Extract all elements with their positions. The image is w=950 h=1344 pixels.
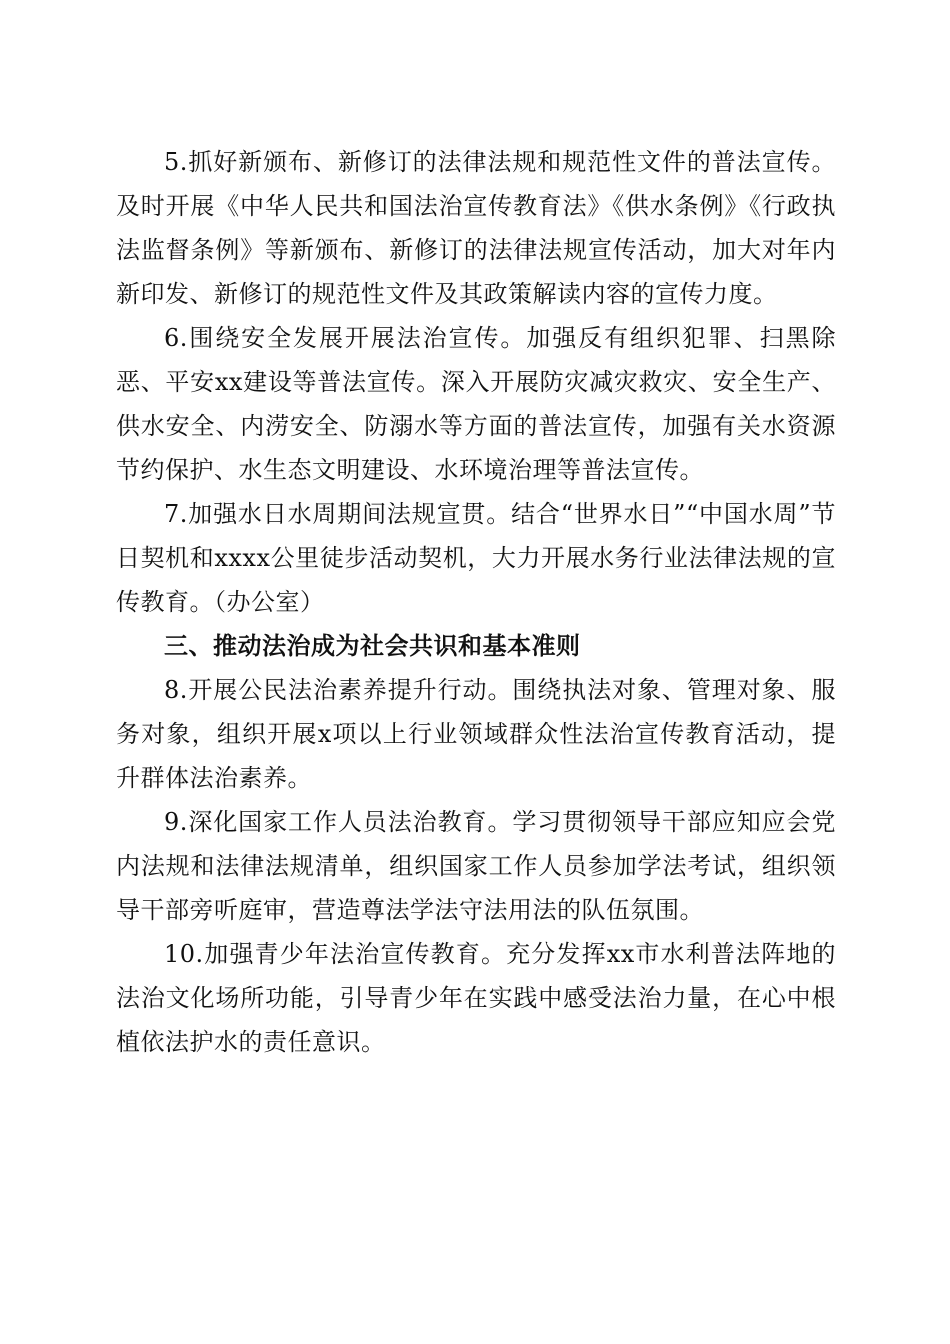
- paragraph-item-8: 8.开展公民法治素养提升行动。围绕执法对象、管理对象、服务对象，组织开展x项以上行业领域群众性法治宣传教育活动，提升群体法治素养。: [116, 676, 836, 792]
- document-body: [116, 140, 836, 1064]
- section-heading-3: 三、推动法治成为社会共识和基本准则: [164, 632, 581, 660]
- paragraph-item-9: 9.深化国家工作人员法治教育。学习贯彻领导干部应知应会党内法规和法律法规清单，组织国家工作人员参加学法考试，组织领导干部旁听庭审，营造尊法学法守法用法的队伍氛围。: [116, 808, 836, 924]
- paragraph-item-6: 6.围绕安全发展开展法治宣传。加强反有组织犯罪、扫黑除恶、平安xx建设等普法宣传。深入开展防灾减灾救灾、安全生产、供水安全、内涝安全、防溺水等方面的普法宣传，加强有关水资源节约保护、水生态文明建设、水环境治理等普法宣传。: [116, 324, 836, 484]
- paragraph-item-5: 5.抓好新颁布、新修订的法律法规和规范性文件的普法宣传。及时开展《中华人民共和国法治宣传教育法》《供水条例》《行政执法监督条例》等新颁布、新修订的法律法规宣传活动，加大对年内新印发、新修订的规范性文件及其政策解读内容的宣传力度。: [116, 148, 836, 308]
- paragraph-item-10: 10.加强青少年法治宣传教育。充分发挥xx市水利普法阵地的法治文化场所功能，引导青少年在实践中感受法治力量，在心中根植依法护水的责任意识。: [116, 940, 836, 1056]
- paragraph-item-7: 7.加强水日水周期间法规宣贯。结合“世界水日”“中国水周”节日契机和xxxx公里徒步活动契机，大力开展水务行业法律法规的宣传教育。（办公室）: [116, 500, 836, 616]
